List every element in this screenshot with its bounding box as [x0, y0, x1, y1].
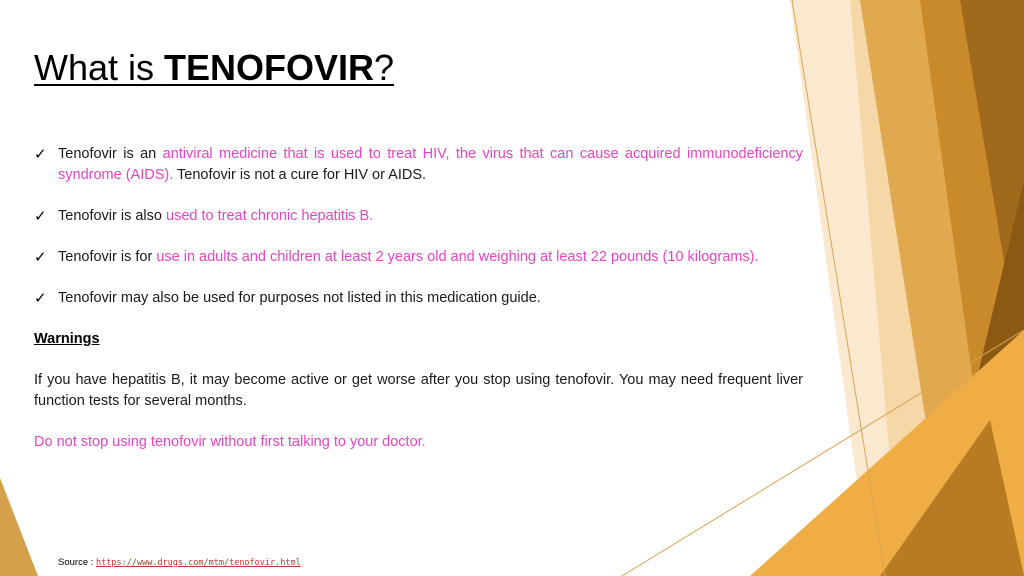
source-citation	[58, 556, 301, 570]
checkmark-icon: ✓	[34, 289, 47, 307]
bullet-highlight: used to treat chronic hepatitis B.	[166, 208, 374, 224]
bullet-text: Tenofovir may also be used for purposes not listed in this medication guide.	[58, 290, 541, 306]
bullet-text: Tenofovir is an	[58, 146, 163, 162]
source-link[interactable]: https://www.drugs.com/mtm/tenofovir.html	[96, 558, 301, 568]
warnings-heading: Warnings	[34, 331, 100, 347]
title-suffix: ?	[374, 47, 395, 88]
bullet-item	[34, 288, 803, 309]
slide-title	[34, 44, 394, 92]
warnings-alert: Do not stop using tenofovir without first talking to your doctor.	[34, 434, 426, 450]
checkmark-icon: ✓	[34, 145, 47, 163]
warnings-paragraph: If you have hepatitis B, it may become active or get worse after you stop using tenofovir. You may need frequent liver function tests for several months.	[34, 372, 803, 409]
title-drug-name: TENOFOVIR	[164, 47, 375, 88]
source-label: Source :	[58, 557, 97, 568]
bullet-text: Tenofovir is also	[58, 208, 166, 224]
checkmark-icon: ✓	[34, 248, 47, 266]
title-prefix: What is	[34, 47, 165, 88]
bullet-item	[34, 144, 803, 186]
bullet-highlight: use in adults and children at least 2 years old and weighing at least 22 pounds (10 kilograms).	[156, 249, 759, 265]
left-edge-accent	[0, 478, 38, 576]
slide-content	[34, 144, 803, 473]
bullet-item	[34, 206, 803, 227]
bullet-highlight: antiviral medicine that is used to treat HIV, the virus that can cause acquired immunodeficiency syndrome (AIDS).	[58, 146, 803, 183]
bullet-text-end: Tenofovir is not a cure for HIV or AIDS.	[173, 167, 427, 183]
checkmark-icon: ✓	[34, 207, 47, 225]
bullet-text: Tenofovir is for	[58, 249, 157, 265]
bullet-item	[34, 247, 803, 268]
